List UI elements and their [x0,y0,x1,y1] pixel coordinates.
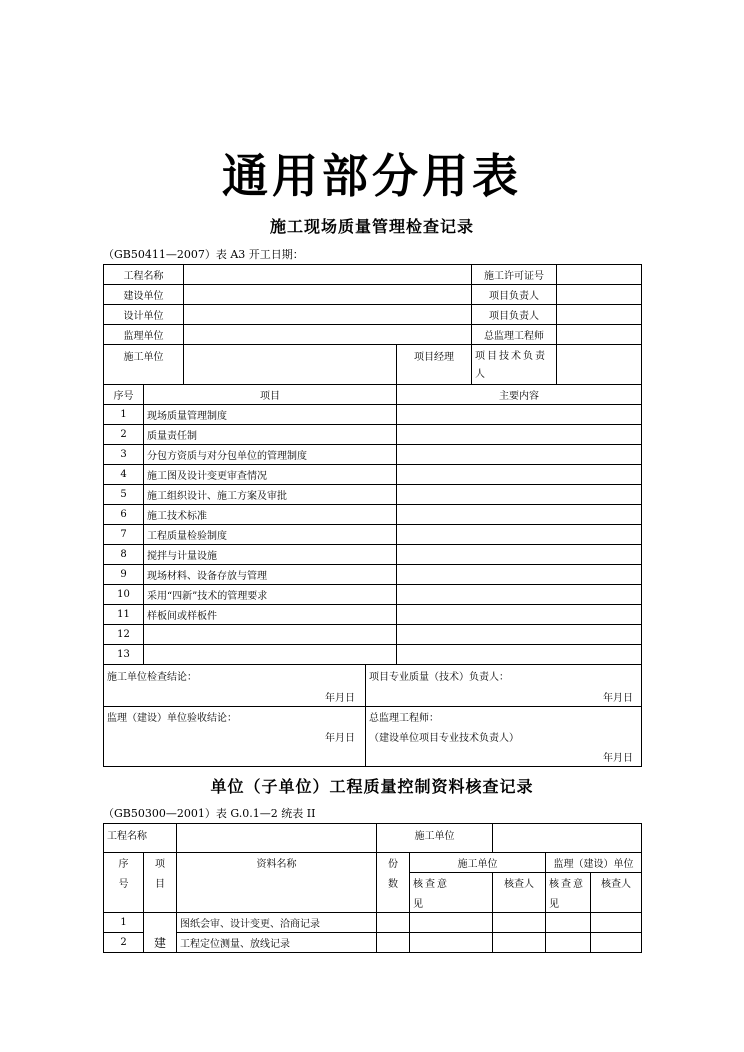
value-builder[interactable] [184,285,472,305]
table-row [104,565,642,585]
row-sup-review-opinion[interactable] [546,933,591,953]
header-content: 主要内容 [397,385,642,405]
row-no: 12 [104,625,144,645]
row-content[interactable] [397,605,642,625]
value-construction-permit[interactable] [557,265,642,285]
row-content[interactable] [397,445,642,465]
row-content[interactable] [397,625,642,645]
row-content[interactable] [397,525,642,545]
table-row [104,465,642,485]
value-chief-supervisor[interactable] [557,325,642,345]
row-no: 7 [104,525,144,545]
row-reviewer[interactable] [493,933,546,953]
table-row [104,405,642,425]
header-contractor-group: 施工单位 [410,853,546,873]
table-row [104,425,642,445]
header-reviewer: 核查人 [493,873,546,893]
table-row [104,605,642,625]
date-4: 年月日 [366,747,642,767]
label-project-name-2: 工程名称 [104,824,177,853]
header-count-2: 数 [377,873,410,893]
header-no-2: 号 [104,873,144,893]
table-row [104,645,642,665]
table-row [104,625,642,645]
header-no: 序号 [104,385,144,405]
value-tech-leader[interactable] [557,345,642,385]
header-doc-name: 资料名称 [177,853,377,873]
date-1: 年月日 [104,687,366,707]
label-contractor: 施工单位 [104,345,184,385]
table-row [104,505,642,525]
row-sup-review-opinion[interactable] [546,913,591,933]
row-no: 5 [104,485,144,505]
header-sup-reviewer: 核查人 [591,873,642,893]
label-supervisor: 监理单位 [104,325,184,345]
value-project-leader-1[interactable] [557,285,642,305]
row-item: 现场材料、设备存放与管理 [144,565,397,585]
site-quality-items-table [103,384,642,665]
row-sup-reviewer[interactable] [591,933,642,953]
table-row [104,525,642,545]
row-sup-reviewer[interactable] [591,913,642,933]
header-doc-spacer [177,893,377,913]
label-contractor-2: 施工单位 [377,824,493,853]
row-no: 11 [104,605,144,625]
label-project-leader-2: 项目负责人 [472,305,557,325]
value-supervisor[interactable] [184,325,472,345]
row-no: 1 [104,405,144,425]
label-project-leader-1: 项目负责人 [472,285,557,305]
row-item: 搅拌与计量设施 [144,545,397,565]
builder-tech-leader-label: （建设单位项目专业技术负责人） [366,727,642,747]
contractor-conclusion-label: 施工单位检查结论： [104,665,366,687]
table-row [104,485,642,505]
section2-title: 单位（子单位）工程质量控制资料核查记录 [210,777,534,796]
value-contractor-2[interactable] [493,824,642,853]
label-construction-permit: 施工许可证号 [472,265,557,285]
row-reviewer[interactable] [493,913,546,933]
date-2: 年月日 [366,687,642,707]
row-doc: 图纸会审、设计变更、洽商记录 [177,913,377,933]
signature-space[interactable] [104,747,366,767]
header-sup-review-opinion-1: 核查意 [546,873,591,893]
table-row [104,913,642,933]
label-chief-supervisor: 总监理工程师 [472,325,557,345]
row-count[interactable] [377,933,410,953]
row-no: 8 [104,545,144,565]
row-review-opinion[interactable] [410,933,493,953]
header-supervisor-group: 监理（建设）单位 [546,853,642,873]
row-content[interactable] [397,585,642,605]
site-quality-footer-table [103,664,642,767]
header-count-spacer [377,893,410,913]
row-no: 13 [104,645,144,665]
value-project-leader-2[interactable] [557,305,642,325]
row-item: 分包方资质与对分包单位的管理制度 [144,445,397,465]
date-3: 年月日 [104,727,366,747]
header-sup-reviewer-spacer [591,893,642,913]
row-item: 施工技术标准 [144,505,397,525]
header-no-1: 序 [104,853,144,873]
quality-control-docs-table [103,823,642,953]
value-project-name[interactable] [184,265,472,285]
table-row [104,933,642,953]
header-reviewer-spacer [493,893,546,913]
header-item-2: 目 [144,873,177,893]
label-designer: 设计单位 [104,305,184,325]
row-no: 9 [104,565,144,585]
header-item: 项目 [144,385,397,405]
row-no: 2 [104,425,144,445]
row-item: 工程质量检验制度 [144,525,397,545]
row-review-opinion[interactable] [410,913,493,933]
row-no: 1 [104,913,144,933]
header-item-1: 项 [144,853,177,873]
row-item [144,645,397,665]
header-sup-review-opinion-2: 见 [546,893,591,913]
table-row [104,545,642,565]
row-item: 质量责任制 [144,425,397,445]
row-content[interactable] [397,505,642,525]
header-item-spacer [144,893,177,913]
row-no: 4 [104,465,144,485]
supervisor-conclusion-label: 监理（建设）单位验收结论： [104,707,366,727]
header-review-opinion-2: 见 [410,893,493,913]
label-project-name: 工程名称 [104,265,184,285]
value-project-name-2[interactable] [177,824,377,853]
row-item [144,625,397,645]
header-count-1: 份 [377,853,410,873]
value-designer[interactable] [184,305,472,325]
row-content[interactable] [397,565,642,585]
header-review-opinion-1: 核查意 [410,873,493,893]
row-item: 现场质量管理制度 [144,405,397,425]
row-content[interactable] [397,645,642,665]
row-count[interactable] [377,913,410,933]
row-item: 采用“四新”技术的管理要求 [144,585,397,605]
header-doc-name-cont [177,873,377,893]
page-title: 通用部分用表 [222,149,522,203]
chief-engineer-label: 总监理工程师： [366,707,642,727]
row-content[interactable] [397,425,642,445]
section2-caption: （GB50300—2001）表 G.0.1—2 统表 II [103,807,316,820]
table-row [104,445,642,465]
row-no: 6 [104,505,144,525]
section1-title: 施工现场质量管理检查记录 [269,217,474,236]
row-item: 施工图及设计变更审查情况 [144,465,397,485]
row-doc: 工程定位测量、放线记录 [177,933,377,953]
row-content[interactable] [397,405,642,425]
table-row [104,585,642,605]
row-item: 样板间或样板件 [144,605,397,625]
label-tech-leader: 项目技术负责人 [472,345,557,385]
row-content[interactable] [397,465,642,485]
label-project-manager: 项目经理 [397,345,472,385]
value-contractor[interactable] [184,345,397,385]
row-category: 建 [144,933,177,953]
row-content[interactable] [397,485,642,505]
header-no-spacer [104,893,144,913]
section1-caption: （GB50411—2007）表 A3 开工日期： [103,248,304,261]
row-item: 施工组织设计、施工方案及审批 [144,485,397,505]
label-builder: 建设单位 [104,285,184,305]
row-content[interactable] [397,545,642,565]
row-category-top [144,913,177,933]
site-quality-info-table [103,264,642,385]
row-no: 3 [104,445,144,465]
row-no: 10 [104,585,144,605]
quality-leader-label: 项目专业质量（技术）负责人： [366,665,642,687]
row-no: 2 [104,933,144,953]
